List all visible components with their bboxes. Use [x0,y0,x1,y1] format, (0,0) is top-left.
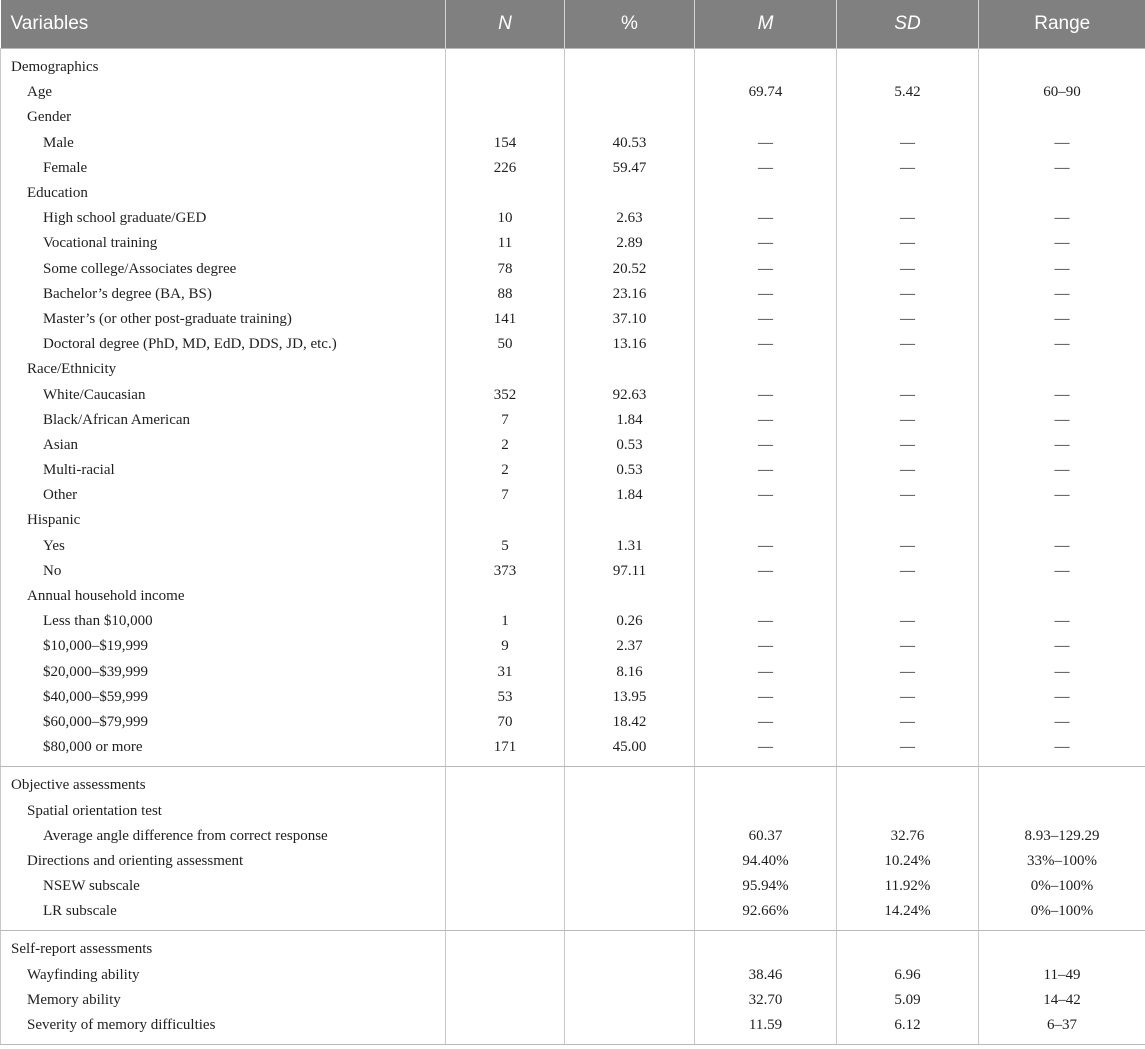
percent-cell: 2.37 [565,634,695,659]
row-label: Some college/Associates degree [1,257,446,282]
header-range: Range [979,0,1145,49]
range-cell [979,105,1145,130]
percent-cell [565,584,695,609]
n-cell: 1 [446,609,565,634]
row-label: $10,000–$19,999 [1,634,446,659]
percent-cell [565,767,695,799]
table-row [1,559,1145,584]
sd-cell [837,357,979,382]
table-row [1,988,1145,1013]
header-variables: Variables [1,0,446,49]
mean-cell [695,105,837,130]
sd-cell: — [837,307,979,332]
percent-cell [565,963,695,988]
n-cell: 31 [446,660,565,685]
mean-cell [695,357,837,382]
section-title: Self-report assessments [1,931,446,963]
range-cell [979,181,1145,206]
row-label: Age [1,80,446,105]
n-cell: 7 [446,483,565,508]
table-row [1,534,1145,559]
percent-cell: 92.63 [565,382,695,407]
table-row [1,1013,1145,1045]
table-row [1,483,1145,508]
percent-cell [565,931,695,963]
percent-cell [565,49,695,81]
mean-cell: — [695,382,837,407]
mean-cell: — [695,307,837,332]
n-cell [446,80,565,105]
range-cell: — [979,307,1145,332]
sd-cell: — [837,634,979,659]
range-cell [979,508,1145,533]
percent-cell [565,988,695,1013]
row-label: Female [1,156,446,181]
n-cell [446,798,565,823]
n-cell: 154 [446,131,565,156]
row-label: NSEW subscale [1,874,446,899]
sd-cell: — [837,282,979,307]
percent-cell [565,357,695,382]
table-row [1,508,1145,533]
percent-cell: 23.16 [565,282,695,307]
sd-cell [837,798,979,823]
mean-cell [695,49,837,81]
row-label: Wayfinding ability [1,963,446,988]
range-cell: — [979,458,1145,483]
n-cell [446,849,565,874]
percent-cell: 0.53 [565,458,695,483]
sd-cell: — [837,685,979,710]
range-cell: — [979,634,1145,659]
sd-cell: — [837,609,979,634]
range-cell: 33%–100% [979,849,1145,874]
mean-cell: 60.37 [695,824,837,849]
mean-cell: — [695,156,837,181]
mean-cell: — [695,231,837,256]
table-row [1,80,1145,105]
section-title: Demographics [1,49,446,81]
range-cell: 0%–100% [979,899,1145,931]
table-row [1,257,1145,282]
row-label: Male [1,131,446,156]
table-row [1,206,1145,231]
percent-cell: 18.42 [565,710,695,735]
sd-cell: — [837,408,979,433]
mean-cell: — [695,559,837,584]
row-label: $60,000–$79,999 [1,710,446,735]
sd-cell: 6.12 [837,1013,979,1045]
mean-cell: 94.40% [695,849,837,874]
row-label: High school graduate/GED [1,206,446,231]
percent-cell [565,508,695,533]
row-label: No [1,559,446,584]
table-row [1,685,1145,710]
range-cell: — [979,231,1145,256]
row-label: $80,000 or more [1,735,446,767]
row-label: Race/Ethnicity [1,357,446,382]
table-row [1,307,1145,332]
row-label: Black/African American [1,408,446,433]
range-cell: — [979,156,1145,181]
range-cell [979,767,1145,799]
n-cell: 226 [446,156,565,181]
mean-cell: 38.46 [695,963,837,988]
sd-cell: 11.92% [837,874,979,899]
n-cell: 53 [446,685,565,710]
sd-cell: — [837,332,979,357]
row-label: Multi-racial [1,458,446,483]
n-cell [446,508,565,533]
sd-cell: — [837,710,979,735]
table-header [1,0,1145,49]
section-title-row [1,49,1145,81]
percent-cell: 40.53 [565,131,695,156]
n-cell [446,181,565,206]
n-cell [446,767,565,799]
sd-cell: 32.76 [837,824,979,849]
mean-cell: — [695,534,837,559]
header-mean: M [695,0,837,49]
range-cell: 11–49 [979,963,1145,988]
sd-cell: — [837,382,979,407]
table-row [1,899,1145,931]
table-row [1,660,1145,685]
table-row [1,105,1145,130]
row-label: Severity of memory difficulties [1,1013,446,1045]
mean-cell: — [695,282,837,307]
row-label: Spatial orientation test [1,798,446,823]
range-cell: 6–37 [979,1013,1145,1045]
mean-cell: — [695,131,837,156]
n-cell [446,963,565,988]
sd-cell: 5.42 [837,80,979,105]
table-row [1,357,1145,382]
percent-cell: 0.26 [565,609,695,634]
range-cell [979,49,1145,81]
sd-cell [837,767,979,799]
mean-cell: — [695,660,837,685]
sd-cell: — [837,483,979,508]
sd-cell: — [837,534,979,559]
percent-cell [565,824,695,849]
n-cell: 11 [446,231,565,256]
row-label: White/Caucasian [1,382,446,407]
percent-cell: 1.84 [565,408,695,433]
range-cell: — [979,257,1145,282]
n-cell: 2 [446,433,565,458]
mean-cell [695,508,837,533]
sd-cell: — [837,231,979,256]
section-title-row [1,767,1145,799]
n-cell: 88 [446,282,565,307]
row-label: $20,000–$39,999 [1,660,446,685]
sd-cell: — [837,433,979,458]
mean-cell: 11.59 [695,1013,837,1045]
sd-cell [837,584,979,609]
percent-cell [565,849,695,874]
sd-cell: 10.24% [837,849,979,874]
percent-cell [565,798,695,823]
table-row [1,798,1145,823]
mean-cell: 32.70 [695,988,837,1013]
mean-cell [695,798,837,823]
mean-cell: 95.94% [695,874,837,899]
mean-cell [695,584,837,609]
range-cell: — [979,559,1145,584]
range-cell: — [979,131,1145,156]
percent-cell: 13.95 [565,685,695,710]
n-cell: 2 [446,458,565,483]
row-label: Directions and orienting assessment [1,849,446,874]
table-row [1,710,1145,735]
range-cell: 14–42 [979,988,1145,1013]
percent-cell: 13.16 [565,332,695,357]
mean-cell: 92.66% [695,899,837,931]
n-cell: 5 [446,534,565,559]
row-label: Hispanic [1,508,446,533]
percent-cell: 1.31 [565,534,695,559]
sd-cell: 14.24% [837,899,979,931]
n-cell [446,105,565,130]
table-row [1,433,1145,458]
percent-cell: 2.63 [565,206,695,231]
table-row [1,609,1145,634]
sd-cell: 5.09 [837,988,979,1013]
mean-cell: — [695,332,837,357]
n-cell [446,931,565,963]
sd-cell: — [837,559,979,584]
sd-cell: — [837,206,979,231]
row-label: Other [1,483,446,508]
range-cell: — [979,408,1145,433]
table-row [1,181,1145,206]
table-body [1,49,1145,1045]
mean-cell: — [695,685,837,710]
n-cell: 10 [446,206,565,231]
n-cell: 352 [446,382,565,407]
table-row [1,231,1145,256]
n-cell: 70 [446,710,565,735]
mean-cell: — [695,408,837,433]
range-cell [979,798,1145,823]
header-sd: SD [837,0,979,49]
range-cell: — [979,433,1145,458]
row-label: Yes [1,534,446,559]
table-row [1,584,1145,609]
table-row [1,332,1145,357]
sd-cell [837,105,979,130]
sd-cell: — [837,458,979,483]
range-cell: — [979,660,1145,685]
range-cell: — [979,534,1145,559]
sd-cell [837,931,979,963]
sd-cell [837,181,979,206]
range-cell: — [979,206,1145,231]
n-cell: 9 [446,634,565,659]
range-cell: — [979,735,1145,767]
table-row [1,408,1145,433]
sd-cell: — [837,156,979,181]
table-row [1,156,1145,181]
percent-cell: 97.11 [565,559,695,584]
n-cell: 171 [446,735,565,767]
range-cell: — [979,332,1145,357]
range-cell: 60–90 [979,80,1145,105]
row-label: Annual household income [1,584,446,609]
percent-cell: 37.10 [565,307,695,332]
percent-cell [565,899,695,931]
table-row [1,849,1145,874]
row-label: Less than $10,000 [1,609,446,634]
section-title-row [1,931,1145,963]
row-label: Gender [1,105,446,130]
n-cell [446,1013,565,1045]
range-cell: — [979,382,1145,407]
range-cell: — [979,710,1145,735]
n-cell: 78 [446,257,565,282]
n-cell [446,899,565,931]
mean-cell: — [695,257,837,282]
range-cell [979,931,1145,963]
mean-cell [695,931,837,963]
n-cell: 373 [446,559,565,584]
mean-cell [695,767,837,799]
sd-cell: 6.96 [837,963,979,988]
sd-cell: — [837,257,979,282]
section-title: Objective assessments [1,767,446,799]
range-cell [979,584,1145,609]
range-cell: — [979,609,1145,634]
percent-cell: 8.16 [565,660,695,685]
mean-cell: — [695,458,837,483]
n-cell: 141 [446,307,565,332]
range-cell: 8.93–129.29 [979,824,1145,849]
percent-cell: 20.52 [565,257,695,282]
sd-cell: — [837,735,979,767]
mean-cell: 69.74 [695,80,837,105]
percent-cell: 2.89 [565,231,695,256]
sd-cell: — [837,660,979,685]
percent-cell [565,181,695,206]
percent-cell [565,1013,695,1045]
mean-cell: — [695,634,837,659]
n-cell [446,584,565,609]
table-row [1,282,1145,307]
row-label: Doctoral degree (PhD, MD, EdD, DDS, JD, etc.) [1,332,446,357]
sd-cell [837,49,979,81]
percent-cell: 59.47 [565,156,695,181]
mean-cell: — [695,735,837,767]
table-row [1,131,1145,156]
n-cell [446,49,565,81]
n-cell: 7 [446,408,565,433]
mean-cell: — [695,433,837,458]
row-label: Memory ability [1,988,446,1013]
percent-cell: 1.84 [565,483,695,508]
table-row [1,458,1145,483]
mean-cell: — [695,206,837,231]
mean-cell [695,181,837,206]
n-cell [446,988,565,1013]
table-row [1,634,1145,659]
row-label: Asian [1,433,446,458]
sd-cell: — [837,131,979,156]
percent-cell [565,105,695,130]
mean-cell: — [695,710,837,735]
row-label: LR subscale [1,899,446,931]
n-cell [446,357,565,382]
row-label: Average angle difference from correct response [1,824,446,849]
row-label: Education [1,181,446,206]
range-cell: 0%–100% [979,874,1145,899]
n-cell [446,824,565,849]
percent-cell [565,80,695,105]
percent-cell: 0.53 [565,433,695,458]
mean-cell: — [695,609,837,634]
range-cell [979,357,1145,382]
percent-cell: 45.00 [565,735,695,767]
header-percent: % [565,0,695,49]
range-cell: — [979,282,1145,307]
table-row [1,735,1145,767]
range-cell: — [979,483,1145,508]
row-label: $40,000–$59,999 [1,685,446,710]
percent-cell [565,874,695,899]
sd-cell [837,508,979,533]
table-row [1,824,1145,849]
header-n: N [446,0,565,49]
n-cell [446,874,565,899]
table-row [1,874,1145,899]
row-label: Bachelor’s degree (BA, BS) [1,282,446,307]
header-row [1,0,1145,49]
row-label: Vocational training [1,231,446,256]
table-row [1,382,1145,407]
row-label: Master’s (or other post-graduate training) [1,307,446,332]
table-row [1,963,1145,988]
mean-cell: — [695,483,837,508]
range-cell: — [979,685,1145,710]
n-cell: 50 [446,332,565,357]
